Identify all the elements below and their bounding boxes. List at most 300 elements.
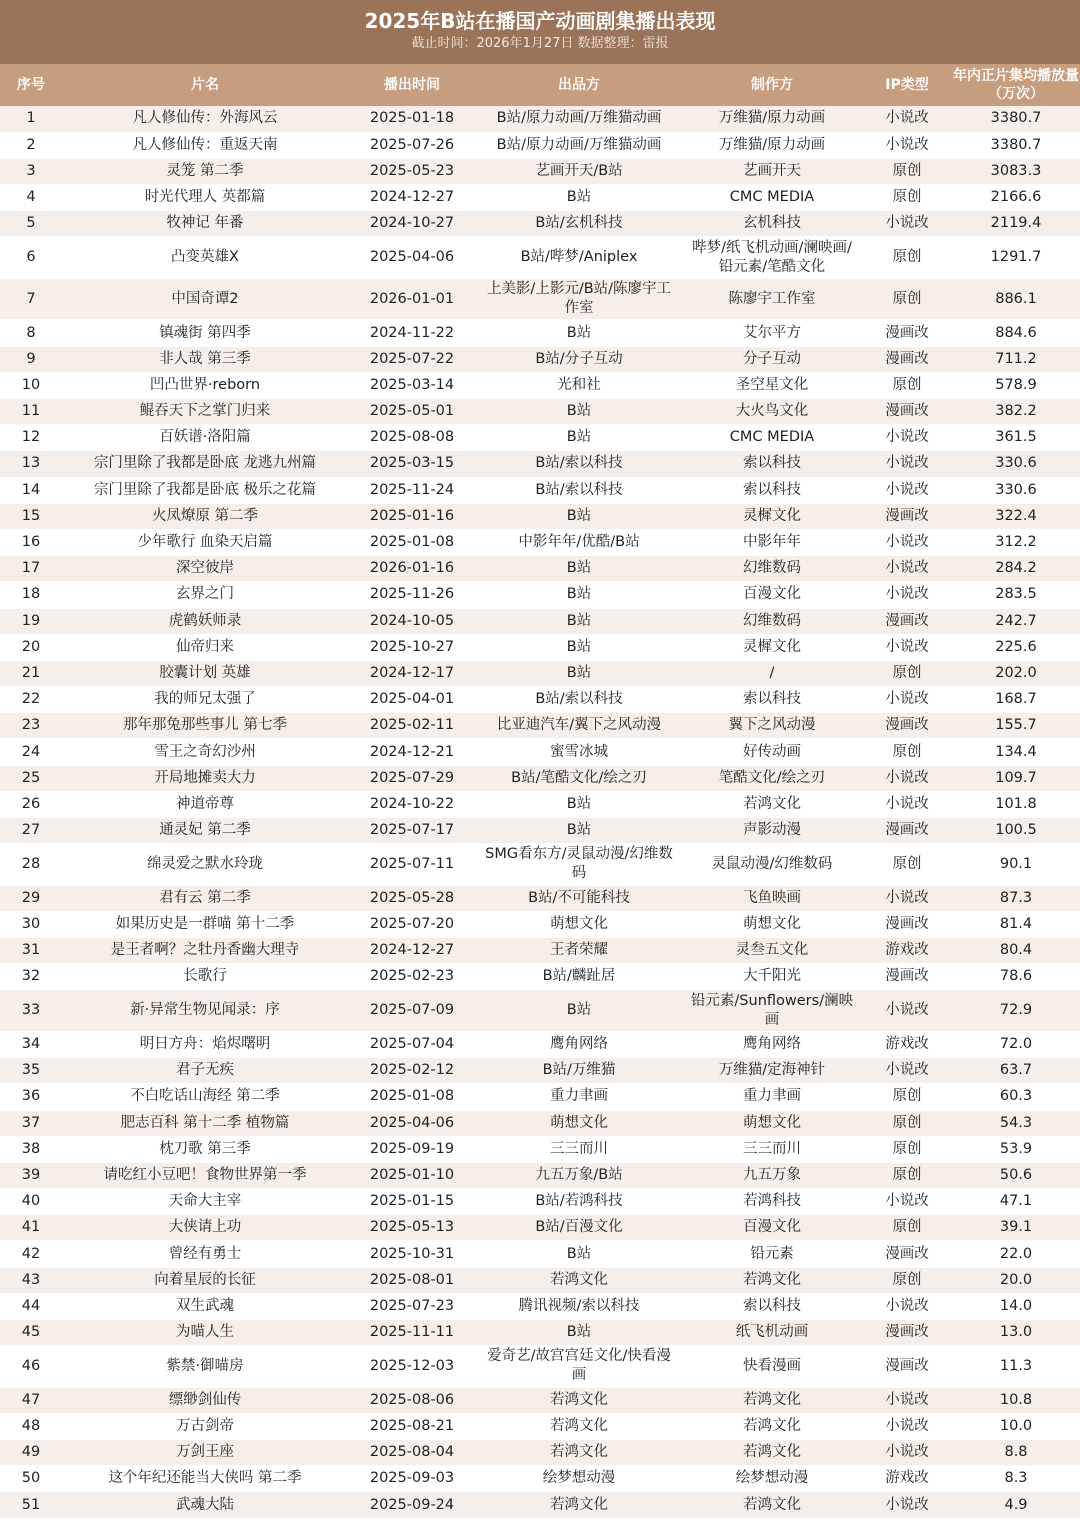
cell-publisher: B站 <box>476 1320 682 1346</box>
cell-air-date: 2025-11-26 <box>348 582 476 608</box>
table-row <box>0 1162 1080 1188</box>
cell-publisher: 三三而川 <box>476 1136 682 1162</box>
cell-publisher: B站 <box>476 503 682 529</box>
cell-producer: / <box>682 660 862 686</box>
cell-air-date: 2025-05-23 <box>348 158 476 184</box>
cell-producer: 艾尔平方 <box>682 320 862 346</box>
cell-index: 17 <box>0 556 62 582</box>
cell-air-date: 2024-10-27 <box>348 211 476 237</box>
cell-publisher: B站 <box>476 791 682 817</box>
cell-index: 6 <box>0 237 62 279</box>
cell-title: 仙帝归来 <box>62 634 348 660</box>
cell-producer: 中影年年 <box>682 529 862 555</box>
cell-index: 23 <box>0 713 62 739</box>
cell-air-date: 2025-09-24 <box>348 1492 476 1518</box>
cell-avg-views: 283.5 <box>952 582 1080 608</box>
cell-producer: 陈廖宇工作室 <box>682 278 862 320</box>
cell-producer: 若鸿文化 <box>682 1440 862 1466</box>
cell-air-date: 2025-05-28 <box>348 885 476 911</box>
cell-air-date: 2025-08-21 <box>348 1413 476 1439</box>
cell-index: 28 <box>0 844 62 886</box>
cell-publisher: 爱奇艺/故宫宫廷文化/快看漫画 <box>476 1346 682 1388</box>
cell-producer: 翼下之风动漫 <box>682 713 862 739</box>
cell-publisher: B站/索以科技 <box>476 687 682 713</box>
cell-air-date: 2025-01-18 <box>348 106 476 132</box>
table-row <box>0 278 1080 320</box>
cell-ip-type: 小说改 <box>862 451 952 477</box>
table-row <box>0 425 1080 451</box>
cell-title: 不白吃话山海经 第二季 <box>62 1084 348 1110</box>
table-row <box>0 844 1080 886</box>
column-header-ip-type: IP类型 <box>885 77 929 93</box>
column-header-air-date: 播出时间 <box>384 77 440 93</box>
cell-index: 19 <box>0 608 62 634</box>
cell-ip-type: 小说改 <box>862 582 952 608</box>
cell-ip-type: 漫画改 <box>862 608 952 634</box>
cell-publisher: 鹰角网络 <box>476 1031 682 1057</box>
cell-avg-views: 4.9 <box>952 1492 1080 1518</box>
cell-producer: 三三而川 <box>682 1136 862 1162</box>
cell-publisher: 若鸿文化 <box>476 1267 682 1293</box>
cell-publisher: 光和社 <box>476 372 682 398</box>
table-row <box>0 1031 1080 1057</box>
cell-ip-type: 小说改 <box>862 529 952 555</box>
cell-avg-views: 80.4 <box>952 938 1080 964</box>
cell-producer: 百漫文化 <box>682 1215 862 1241</box>
cell-producer: 索以科技 <box>682 477 862 503</box>
cell-producer: 九五万象 <box>682 1162 862 1188</box>
cell-title: 绵灵爱之默水玲珑 <box>62 844 348 886</box>
cell-publisher: 萌想文化 <box>476 911 682 937</box>
cell-avg-views: 3380.7 <box>952 106 1080 132</box>
cell-avg-views: 322.4 <box>952 503 1080 529</box>
cell-producer: 万维猫/原力动画 <box>682 106 862 132</box>
cell-producer: 萌想文化 <box>682 1110 862 1136</box>
cell-title: 曾经有勇士 <box>62 1241 348 1267</box>
cell-air-date: 2025-07-09 <box>348 990 476 1032</box>
cell-publisher: B站/麟趾居 <box>476 964 682 990</box>
report-title: 2025年B站在播国产动画剧集播出表现 <box>364 9 716 33</box>
cell-publisher: 王者荣耀 <box>476 938 682 964</box>
cell-producer: 幻维数码 <box>682 608 862 634</box>
cell-index: 31 <box>0 938 62 964</box>
cell-index: 32 <box>0 964 62 990</box>
table-row <box>0 399 1080 425</box>
cell-publisher: 若鸿文化 <box>476 1413 682 1439</box>
cell-avg-views: 20.0 <box>952 1267 1080 1293</box>
table-row <box>0 529 1080 555</box>
table-row <box>0 765 1080 791</box>
table-row <box>0 237 1080 279</box>
table-row <box>0 132 1080 158</box>
cell-publisher: 若鸿文化 <box>476 1440 682 1466</box>
cell-air-date: 2024-12-27 <box>348 938 476 964</box>
cell-air-date: 2025-05-13 <box>348 1215 476 1241</box>
cell-air-date: 2025-04-06 <box>348 1110 476 1136</box>
cell-index: 26 <box>0 791 62 817</box>
cell-index: 45 <box>0 1320 62 1346</box>
cell-air-date: 2025-05-01 <box>348 399 476 425</box>
cell-publisher: B站 <box>476 660 682 686</box>
cell-index: 12 <box>0 425 62 451</box>
cell-ip-type: 小说改 <box>862 556 952 582</box>
cell-title: 双生武魂 <box>62 1293 348 1319</box>
cell-air-date: 2024-12-21 <box>348 739 476 765</box>
cell-avg-views: 884.6 <box>952 320 1080 346</box>
cell-air-date: 2025-11-11 <box>348 1320 476 1346</box>
cell-index: 35 <box>0 1058 62 1084</box>
cell-title: 开局地摊卖大力 <box>62 765 348 791</box>
cell-publisher: 若鸿文化 <box>476 1492 682 1518</box>
cell-title: 新·异常生物见闻录：序 <box>62 990 348 1032</box>
cell-publisher: 绘梦想动漫 <box>476 1466 682 1492</box>
cell-title: 牧神记 年番 <box>62 211 348 237</box>
cell-title: 凸变英雄X <box>62 237 348 279</box>
cell-title: 明日方舟：焰烬曙明 <box>62 1031 348 1057</box>
cell-title: 请吃红小豆吧！食物世界第一季 <box>62 1162 348 1188</box>
cell-ip-type: 游戏改 <box>862 1031 952 1057</box>
cell-ip-type: 小说改 <box>862 1058 952 1084</box>
cell-producer: 若鸿文化 <box>682 1387 862 1413</box>
table-row <box>0 911 1080 937</box>
cell-title: 少年歌行 血染天启篇 <box>62 529 348 555</box>
cell-index: 40 <box>0 1189 62 1215</box>
cell-producer: 声影动漫 <box>682 818 862 844</box>
cell-publisher: B站 <box>476 556 682 582</box>
cell-air-date: 2025-04-06 <box>348 237 476 279</box>
cell-index: 11 <box>0 399 62 425</box>
table-row <box>0 477 1080 503</box>
cell-producer: 灵叁五文化 <box>682 938 862 964</box>
cell-avg-views: 2166.6 <box>952 185 1080 211</box>
table-body <box>0 106 1080 1518</box>
cell-ip-type: 原创 <box>862 278 952 320</box>
cell-title: 那年那兔那些事儿 第七季 <box>62 713 348 739</box>
cell-producer: CMC MEDIA <box>682 425 862 451</box>
table-row <box>0 1440 1080 1466</box>
cell-producer: 万维猫/原力动画 <box>682 132 862 158</box>
cell-air-date: 2025-08-04 <box>348 1440 476 1466</box>
cell-publisher: 萌想文化 <box>476 1110 682 1136</box>
table-row <box>0 1413 1080 1439</box>
cell-avg-views: 14.0 <box>952 1293 1080 1319</box>
cell-ip-type: 原创 <box>862 185 952 211</box>
cell-air-date: 2025-12-03 <box>348 1346 476 1388</box>
cell-title: 万古剑帝 <box>62 1413 348 1439</box>
cell-index: 46 <box>0 1346 62 1388</box>
cell-ip-type: 原创 <box>862 237 952 279</box>
cell-avg-views: 10.8 <box>952 1387 1080 1413</box>
cell-publisher: B站/若鸿科技 <box>476 1189 682 1215</box>
cell-index: 48 <box>0 1413 62 1439</box>
cell-index: 1 <box>0 106 62 132</box>
cell-index: 36 <box>0 1084 62 1110</box>
cell-publisher: 蜜雪冰城 <box>476 739 682 765</box>
cell-publisher: B站 <box>476 818 682 844</box>
cell-publisher: 九五万象/B站 <box>476 1162 682 1188</box>
cell-avg-views: 81.4 <box>952 911 1080 937</box>
cell-avg-views: 87.3 <box>952 885 1080 911</box>
cell-producer: 快看漫画 <box>682 1346 862 1388</box>
cell-ip-type: 原创 <box>862 158 952 184</box>
cell-title: 这个年纪还能当大侠吗 第二季 <box>62 1466 348 1492</box>
cell-publisher: B站/原力动画/万维猫动画 <box>476 106 682 132</box>
cell-title: 君子无疾 <box>62 1058 348 1084</box>
cell-ip-type: 小说改 <box>862 634 952 660</box>
cell-air-date: 2025-03-15 <box>348 451 476 477</box>
cell-ip-type: 小说改 <box>862 1189 952 1215</box>
report-subtitle: 截止时间：2026年1月27日 数据整理：雷报 <box>411 36 669 51</box>
cell-title: 火凤燎原 第二季 <box>62 503 348 529</box>
cell-index: 3 <box>0 158 62 184</box>
cell-air-date: 2025-09-19 <box>348 1136 476 1162</box>
cell-ip-type: 漫画改 <box>862 713 952 739</box>
cell-title: 神道帝尊 <box>62 791 348 817</box>
cell-producer: 大火鸟文化 <box>682 399 862 425</box>
cell-avg-views: 101.8 <box>952 791 1080 817</box>
cell-avg-views: 155.7 <box>952 713 1080 739</box>
cell-producer: 幻维数码 <box>682 556 862 582</box>
cell-producer: 笔酷文化/绘之刃 <box>682 765 862 791</box>
cell-avg-views: 47.1 <box>952 1189 1080 1215</box>
cell-index: 9 <box>0 346 62 372</box>
cell-title: 百妖谱·洛阳篇 <box>62 425 348 451</box>
cell-air-date: 2025-07-17 <box>348 818 476 844</box>
cell-avg-views: 3380.7 <box>952 132 1080 158</box>
cell-ip-type: 漫画改 <box>862 1241 952 1267</box>
cell-title: 君有云 第二季 <box>62 885 348 911</box>
cell-air-date: 2025-01-08 <box>348 529 476 555</box>
cell-avg-views: 312.2 <box>952 529 1080 555</box>
table-row <box>0 634 1080 660</box>
cell-avg-views: 1291.7 <box>952 237 1080 279</box>
cell-ip-type: 漫画改 <box>862 1346 952 1388</box>
cell-ip-type: 小说改 <box>862 477 952 503</box>
cell-ip-type: 小说改 <box>862 990 952 1032</box>
cell-title: 向着星辰的长征 <box>62 1267 348 1293</box>
cell-publisher: B站/不可能科技 <box>476 885 682 911</box>
cell-producer: 索以科技 <box>682 687 862 713</box>
cell-title: 通灵妃 第二季 <box>62 818 348 844</box>
cell-index: 47 <box>0 1387 62 1413</box>
cell-avg-views: 578.9 <box>952 372 1080 398</box>
ranking-table <box>0 64 1080 1519</box>
cell-producer: 哔梦/纸飞机动画/澜映画/铅元素/笔酷文化 <box>682 237 862 279</box>
cell-title: 非人哉 第三季 <box>62 346 348 372</box>
table-row <box>0 106 1080 132</box>
table-row <box>0 185 1080 211</box>
cell-avg-views: 168.7 <box>952 687 1080 713</box>
cell-avg-views: 330.6 <box>952 451 1080 477</box>
cell-producer: 纸飞机动画 <box>682 1320 862 1346</box>
cell-index: 25 <box>0 765 62 791</box>
cell-title: 胶囊计划 英雄 <box>62 660 348 686</box>
cell-index: 43 <box>0 1267 62 1293</box>
cell-index: 38 <box>0 1136 62 1162</box>
cell-avg-views: 330.6 <box>952 477 1080 503</box>
cell-avg-views: 134.4 <box>952 739 1080 765</box>
cell-publisher: B站 <box>476 320 682 346</box>
cell-publisher: B站 <box>476 425 682 451</box>
cell-title: 时光代理人 英都篇 <box>62 185 348 211</box>
cell-producer: 若鸿科技 <box>682 1189 862 1215</box>
cell-producer: 圣空星文化 <box>682 372 862 398</box>
cell-avg-views: 225.6 <box>952 634 1080 660</box>
cell-publisher: B站/哔梦/Aniplex <box>476 237 682 279</box>
cell-ip-type: 小说改 <box>862 885 952 911</box>
table-row <box>0 582 1080 608</box>
cell-producer: 艺画开天 <box>682 158 862 184</box>
cell-air-date: 2025-01-10 <box>348 1162 476 1188</box>
cell-ip-type: 原创 <box>862 1267 952 1293</box>
cell-air-date: 2025-02-23 <box>348 964 476 990</box>
cell-producer: 玄机科技 <box>682 211 862 237</box>
table-row <box>0 791 1080 817</box>
cell-air-date: 2024-12-17 <box>348 660 476 686</box>
table-row <box>0 1267 1080 1293</box>
cell-index: 14 <box>0 477 62 503</box>
cell-producer: 若鸿文化 <box>682 1413 862 1439</box>
cell-avg-views: 8.8 <box>952 1440 1080 1466</box>
cell-title: 鲲吞天下之掌门归来 <box>62 399 348 425</box>
cell-title: 如果历史是一群喵 第十二季 <box>62 911 348 937</box>
cell-publisher: 艺画开天/B站 <box>476 158 682 184</box>
cell-producer: 鹰角网络 <box>682 1031 862 1057</box>
cell-avg-views: 53.9 <box>952 1136 1080 1162</box>
table-row <box>0 1293 1080 1319</box>
cell-ip-type: 原创 <box>862 739 952 765</box>
cell-ip-type: 漫画改 <box>862 818 952 844</box>
table-row <box>0 1466 1080 1492</box>
cell-avg-views: 50.6 <box>952 1162 1080 1188</box>
cell-air-date: 2025-07-26 <box>348 132 476 158</box>
cell-air-date: 2025-02-11 <box>348 713 476 739</box>
table-row <box>0 1241 1080 1267</box>
table-row <box>0 1136 1080 1162</box>
cell-publisher: B站 <box>476 1241 682 1267</box>
cell-producer: 绘梦想动漫 <box>682 1466 862 1492</box>
cell-ip-type: 原创 <box>862 372 952 398</box>
cell-air-date: 2026-01-16 <box>348 556 476 582</box>
cell-publisher: 中影年年/优酷/B站 <box>476 529 682 555</box>
cell-air-date: 2025-07-04 <box>348 1031 476 1057</box>
cell-producer: 重力聿画 <box>682 1084 862 1110</box>
cell-producer: CMC MEDIA <box>682 185 862 211</box>
cell-avg-views: 284.2 <box>952 556 1080 582</box>
cell-avg-views: 109.7 <box>952 765 1080 791</box>
cell-publisher: 腾讯视频/索以科技 <box>476 1293 682 1319</box>
cell-air-date: 2025-03-14 <box>348 372 476 398</box>
cell-title: 紫禁·御喵房 <box>62 1346 348 1388</box>
cell-ip-type: 小说改 <box>862 1440 952 1466</box>
cell-air-date: 2025-08-06 <box>348 1387 476 1413</box>
cell-title: 大侠请上功 <box>62 1215 348 1241</box>
cell-ip-type: 小说改 <box>862 106 952 132</box>
cell-publisher: B站/玄机科技 <box>476 211 682 237</box>
cell-producer: 若鸿文化 <box>682 1492 862 1518</box>
table-row <box>0 608 1080 634</box>
column-header-title: 片名 <box>191 77 219 93</box>
cell-avg-views: 100.5 <box>952 818 1080 844</box>
table-row <box>0 556 1080 582</box>
table-row <box>0 938 1080 964</box>
cell-ip-type: 游戏改 <box>862 1466 952 1492</box>
cell-avg-views: 72.0 <box>952 1031 1080 1057</box>
cell-publisher: 上美影/上影元/B站/陈廖宇工作室 <box>476 278 682 320</box>
cell-title: 中国奇谭2 <box>62 278 348 320</box>
cell-title: 肥志百科 第十二季 植物篇 <box>62 1110 348 1136</box>
cell-index: 13 <box>0 451 62 477</box>
cell-producer: 灵鼠动漫/幻维数码 <box>682 844 862 886</box>
cell-air-date: 2025-01-15 <box>348 1189 476 1215</box>
cell-air-date: 2024-11-22 <box>348 320 476 346</box>
cell-title: 凹凸世界·reborn <box>62 372 348 398</box>
cell-avg-views: 60.3 <box>952 1084 1080 1110</box>
cell-index: 16 <box>0 529 62 555</box>
cell-producer: 大千阳光 <box>682 964 862 990</box>
cell-index: 10 <box>0 372 62 398</box>
cell-title: 凡人修仙传：外海风云 <box>62 106 348 132</box>
cell-avg-views: 63.7 <box>952 1058 1080 1084</box>
table-row <box>0 1320 1080 1346</box>
table-row <box>0 1110 1080 1136</box>
report-header <box>0 0 1080 64</box>
cell-index: 18 <box>0 582 62 608</box>
cell-publisher: B站/索以科技 <box>476 451 682 477</box>
cell-index: 34 <box>0 1031 62 1057</box>
cell-avg-views: 90.1 <box>952 844 1080 886</box>
cell-air-date: 2025-01-16 <box>348 503 476 529</box>
cell-title: 万剑王座 <box>62 1440 348 1466</box>
cell-avg-views: 54.3 <box>952 1110 1080 1136</box>
cell-index: 27 <box>0 818 62 844</box>
cell-ip-type: 漫画改 <box>862 964 952 990</box>
table-row <box>0 964 1080 990</box>
cell-publisher: B站/万维猫 <box>476 1058 682 1084</box>
table-row <box>0 346 1080 372</box>
cell-title: 枕刀歌 第三季 <box>62 1136 348 1162</box>
cell-producer: 万维猫/定海神针 <box>682 1058 862 1084</box>
cell-index: 51 <box>0 1492 62 1518</box>
cell-air-date: 2025-10-31 <box>348 1241 476 1267</box>
cell-ip-type: 游戏改 <box>862 938 952 964</box>
cell-title: 宗门里除了我都是卧底 龙逃九州篇 <box>62 451 348 477</box>
cell-title: 凡人修仙传：重返天南 <box>62 132 348 158</box>
cell-producer: 灵樨文化 <box>682 634 862 660</box>
column-header-publisher: 出品方 <box>558 77 600 93</box>
cell-air-date: 2025-10-27 <box>348 634 476 660</box>
table-row <box>0 1058 1080 1084</box>
cell-avg-views: 3083.3 <box>952 158 1080 184</box>
cell-publisher: B站/索以科技 <box>476 477 682 503</box>
cell-publisher: 若鸿文化 <box>476 1387 682 1413</box>
cell-publisher: B站/分子互动 <box>476 346 682 372</box>
cell-title: 长歌行 <box>62 964 348 990</box>
cell-title: 宗门里除了我都是卧底 极乐之花篇 <box>62 477 348 503</box>
table-row <box>0 990 1080 1032</box>
cell-ip-type: 漫画改 <box>862 346 952 372</box>
table-row <box>0 885 1080 911</box>
cell-air-date: 2025-08-08 <box>348 425 476 451</box>
cell-ip-type: 小说改 <box>862 765 952 791</box>
cell-title: 是王者啊？之牡丹香幽大理寺 <box>62 938 348 964</box>
cell-avg-views: 886.1 <box>952 278 1080 320</box>
cell-ip-type: 原创 <box>862 660 952 686</box>
cell-publisher: B站/原力动画/万维猫动画 <box>476 132 682 158</box>
cell-ip-type: 小说改 <box>862 1387 952 1413</box>
cell-index: 8 <box>0 320 62 346</box>
table-row <box>0 158 1080 184</box>
